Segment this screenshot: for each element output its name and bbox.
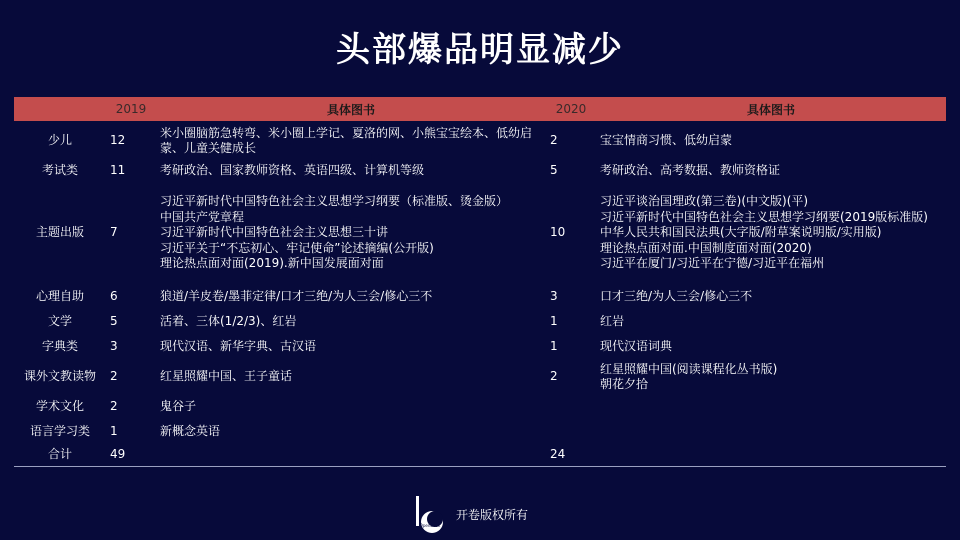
book-line: 新概念英语 <box>160 423 221 438</box>
category-cell: 文学 <box>47 313 72 328</box>
category-cell: 合计 <box>14 444 106 466</box>
books-2020-cell <box>596 334 946 359</box>
count-2020-cell: 2 <box>550 133 558 148</box>
table-row <box>14 334 946 359</box>
count-2020-cell: 2 <box>550 369 558 384</box>
books-2020-cell <box>596 359 946 395</box>
book-line: 活着、三体(1/2/3)、红岩 <box>160 313 297 328</box>
header-2020: 2020 <box>555 102 587 116</box>
book-line: 红岩 <box>600 313 625 328</box>
count-2020-cell <box>546 419 596 444</box>
book-line: 理论热点面对面.中国制度面对面(2020) <box>600 240 812 255</box>
count-2020-cell: 10 <box>550 225 566 240</box>
count-2019-cell: 11 <box>110 163 126 178</box>
category-cell: 字典类 <box>41 338 78 353</box>
category-cell: 学术文化 <box>35 399 84 414</box>
book-line: 习近平新时代中国特色社会主义思想三十讲 <box>160 225 389 240</box>
books-2020-cell <box>596 285 946 309</box>
book-line: 习近平谈治国理政(第三卷)(中文版)(平) <box>600 194 809 209</box>
header-2019: 2019 <box>115 102 147 116</box>
books-2020-cell <box>596 181 946 285</box>
count-2020-cell: 24 <box>546 444 596 466</box>
table-row <box>14 309 946 334</box>
book-line: 现代汉语、新华字典、古汉语 <box>160 338 317 353</box>
book-line: 宝宝情商习惯、低幼启蒙 <box>600 133 733 148</box>
book-line: 考研政治、国家教师资格、英语四级、计算机等级 <box>160 163 425 178</box>
table-row <box>14 121 946 161</box>
openbook-logo-icon <box>414 494 448 534</box>
books-2020-cell <box>596 309 946 334</box>
count-2019-cell: 2 <box>110 369 118 384</box>
count-2020-cell: 5 <box>550 163 558 178</box>
books-2019-cell <box>156 309 546 334</box>
table-row <box>14 359 946 395</box>
count-2019-cell: 2 <box>110 399 118 414</box>
table-row <box>14 285 946 309</box>
category-cell: 主题出版 <box>35 225 84 240</box>
count-2020-cell <box>546 395 596 419</box>
book-line: 鬼谷子 <box>160 399 197 414</box>
category-cell: 考试类 <box>41 163 78 178</box>
category-cell: 少儿 <box>47 133 72 148</box>
count-2019-cell: 1 <box>110 423 118 438</box>
svg-text:OpenBook: OpenBook <box>419 523 441 528</box>
count-2019-cell: 3 <box>110 338 118 353</box>
header-books-2019: 具体图书 <box>326 102 375 117</box>
book-line: 现代汉语词典 <box>600 338 673 353</box>
book-line: 朝花夕拾 <box>600 377 649 391</box>
books-2019-cell <box>156 334 546 359</box>
table-row <box>14 161 946 181</box>
count-2020-cell: 3 <box>550 289 558 304</box>
table-row <box>14 419 946 444</box>
category-cell: 心理自助 <box>35 289 84 304</box>
count-2019-cell: 49 <box>106 444 156 466</box>
book-line: 狼道/羊皮卷/墨菲定律/口才三绝/为人三会/修心三不 <box>160 289 433 304</box>
count-2020-cell: 1 <box>550 338 558 353</box>
book-line: 米小圈脑筋急转弯、米小圈上学记、夏洛的网、小熊宝宝绘本、低幼启蒙、儿童关健成长 <box>160 125 533 155</box>
book-line: 中华人民共和国民法典(大字版/附草案说明版/实用版) <box>600 225 882 240</box>
books-2020-cell <box>596 161 946 181</box>
footer <box>414 494 528 534</box>
book-line: 习近平新时代中国特色社会主义思想学习纲要(2019版标准版) <box>600 209 928 224</box>
book-line: 红星照耀中国(阅读课程化丛书版) <box>600 361 778 376</box>
header-books-2020: 具体图书 <box>746 102 795 117</box>
book-line: 红星照耀中国、王子童话 <box>160 369 293 384</box>
book-line: 中国共产党章程 <box>160 209 245 224</box>
count-2019-cell: 12 <box>110 133 126 148</box>
page-title: 头部爆品明显减少 <box>336 30 624 70</box>
book-line: 考研政治、高考数据、教师资格证 <box>600 163 781 178</box>
books-2019-cell <box>156 419 546 444</box>
books-2020-cell <box>596 121 946 161</box>
books-2019-cell <box>156 181 546 285</box>
count-2019-cell: 5 <box>110 313 118 328</box>
count-2019-cell: 6 <box>110 289 118 304</box>
book-line: 口才三绝/为人三会/修心三不 <box>600 289 753 304</box>
table-header-row <box>14 97 946 121</box>
count-2020-cell: 1 <box>550 313 558 328</box>
comparison-table <box>14 97 946 467</box>
copyright-text: 开卷版权所有 <box>456 507 529 522</box>
book-line: 理论热点面对面(2019).新中国发展面对面 <box>160 256 384 271</box>
book-line: 习近平新时代中国特色社会主义思想学习纲要（标准版、烫金版） <box>160 194 509 209</box>
books-2019-cell <box>156 121 546 161</box>
books-2019-cell <box>156 285 546 309</box>
total-row <box>14 444 946 466</box>
table-row <box>14 181 946 285</box>
books-2019-cell <box>156 359 546 395</box>
books-2020-cell <box>596 444 946 466</box>
books-2020-cell <box>596 395 946 419</box>
book-line: 习近平关于“不忘初心、牢记使命”论述摘编(公开版) <box>160 240 434 255</box>
count-2019-cell: 7 <box>110 225 118 240</box>
books-2019-cell <box>156 395 546 419</box>
book-line: 习近平在厦门/习近平在宁德/习近平在福州 <box>600 256 825 271</box>
category-cell: 语言学习类 <box>29 423 90 438</box>
books-2019-cell <box>156 161 546 181</box>
table-row <box>14 395 946 419</box>
header-category <box>14 97 106 121</box>
category-cell: 课外文教读物 <box>23 369 96 384</box>
books-2019-cell <box>156 444 546 466</box>
books-2020-cell <box>596 419 946 444</box>
